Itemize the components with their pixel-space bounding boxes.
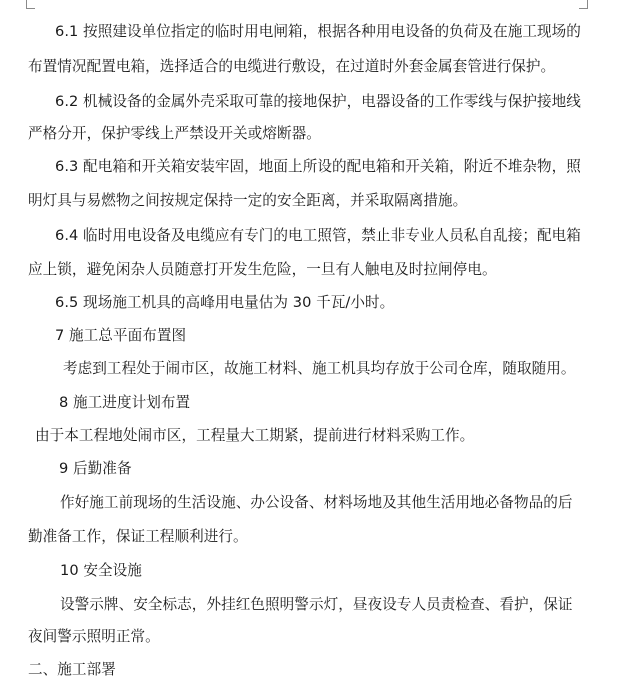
paragraph-9-line-2: 勤准备工作，保证工程顺利进行。 — [28, 528, 248, 545]
paragraph-6-2-line-1: 6.2 机械设备的金属外壳采取可靠的接地保护，电器设备的工作零线与保护接地线 — [55, 93, 581, 110]
paragraph-6-1-line-2: 布置情况配置电箱，选择适合的电缆进行敷设，在过道时外套金属套管进行保护。 — [28, 58, 556, 75]
heading-10: 10 安全设施 — [60, 562, 142, 579]
paragraph-6-1-line-1: 6.1 按照建设单位指定的临时用电闸箱，根据各种用电设备的负荷及在施工现场的 — [55, 23, 581, 40]
heading-9: 9 后勤准备 — [59, 460, 132, 477]
paragraph-9-line-1: 作好施工前现场的生活设施、办公设备、材料场地及其他生活用地必备物品的后 — [60, 494, 573, 511]
page-corner-mark-left — [26, 0, 35, 9]
heading-8: 8 施工进度计划布置 — [59, 394, 191, 411]
paragraph-6-3-line-1: 6.3 配电箱和开关箱安装牢固，地面上所设的配电箱和开关箱，附近不堆杂物，照 — [55, 158, 581, 175]
paragraph-8: 由于本工程地处闹市区，工程量大工期紧，提前进行材料采购工作。 — [35, 427, 475, 444]
heading-7: 7 施工总平面布置图 — [55, 327, 187, 344]
paragraph-6-2-line-2: 严格分开，保护零线上严禁设开关或熔断器。 — [28, 125, 321, 142]
paragraph-6-4-line-1: 6.4 临时用电设备及电缆应有专门的电工照管，禁止非专业人员私自乱接；配电箱 — [55, 227, 581, 244]
paragraph-6-5: 6.5 现场施工机具的高峰用电量估为 30 千瓦/小时。 — [55, 294, 395, 311]
section-heading-2: 二、施工部署 — [28, 661, 116, 678]
paragraph-7: 考虑到工程处于闹市区，故施工材料、施工机具均存放于公司仓库，随取随用。 — [63, 360, 576, 377]
paragraph-6-3-line-2: 明灯具与易燃物之间按规定保持一定的安全距离，并采取隔离措施。 — [28, 192, 468, 209]
page-corner-mark-right — [579, 0, 588, 9]
paragraph-10-line-1: 设警示牌、安全标志，外挂红色照明警示灯，昼夜设专人员责检查、看护，保证 — [60, 596, 573, 613]
paragraph-6-4-line-2: 应上锁，避免闲杂人员随意打开发生危险，一旦有人触电及时拉闸停电。 — [28, 261, 497, 278]
paragraph-10-line-2: 夜间警示照明正常。 — [28, 628, 160, 645]
